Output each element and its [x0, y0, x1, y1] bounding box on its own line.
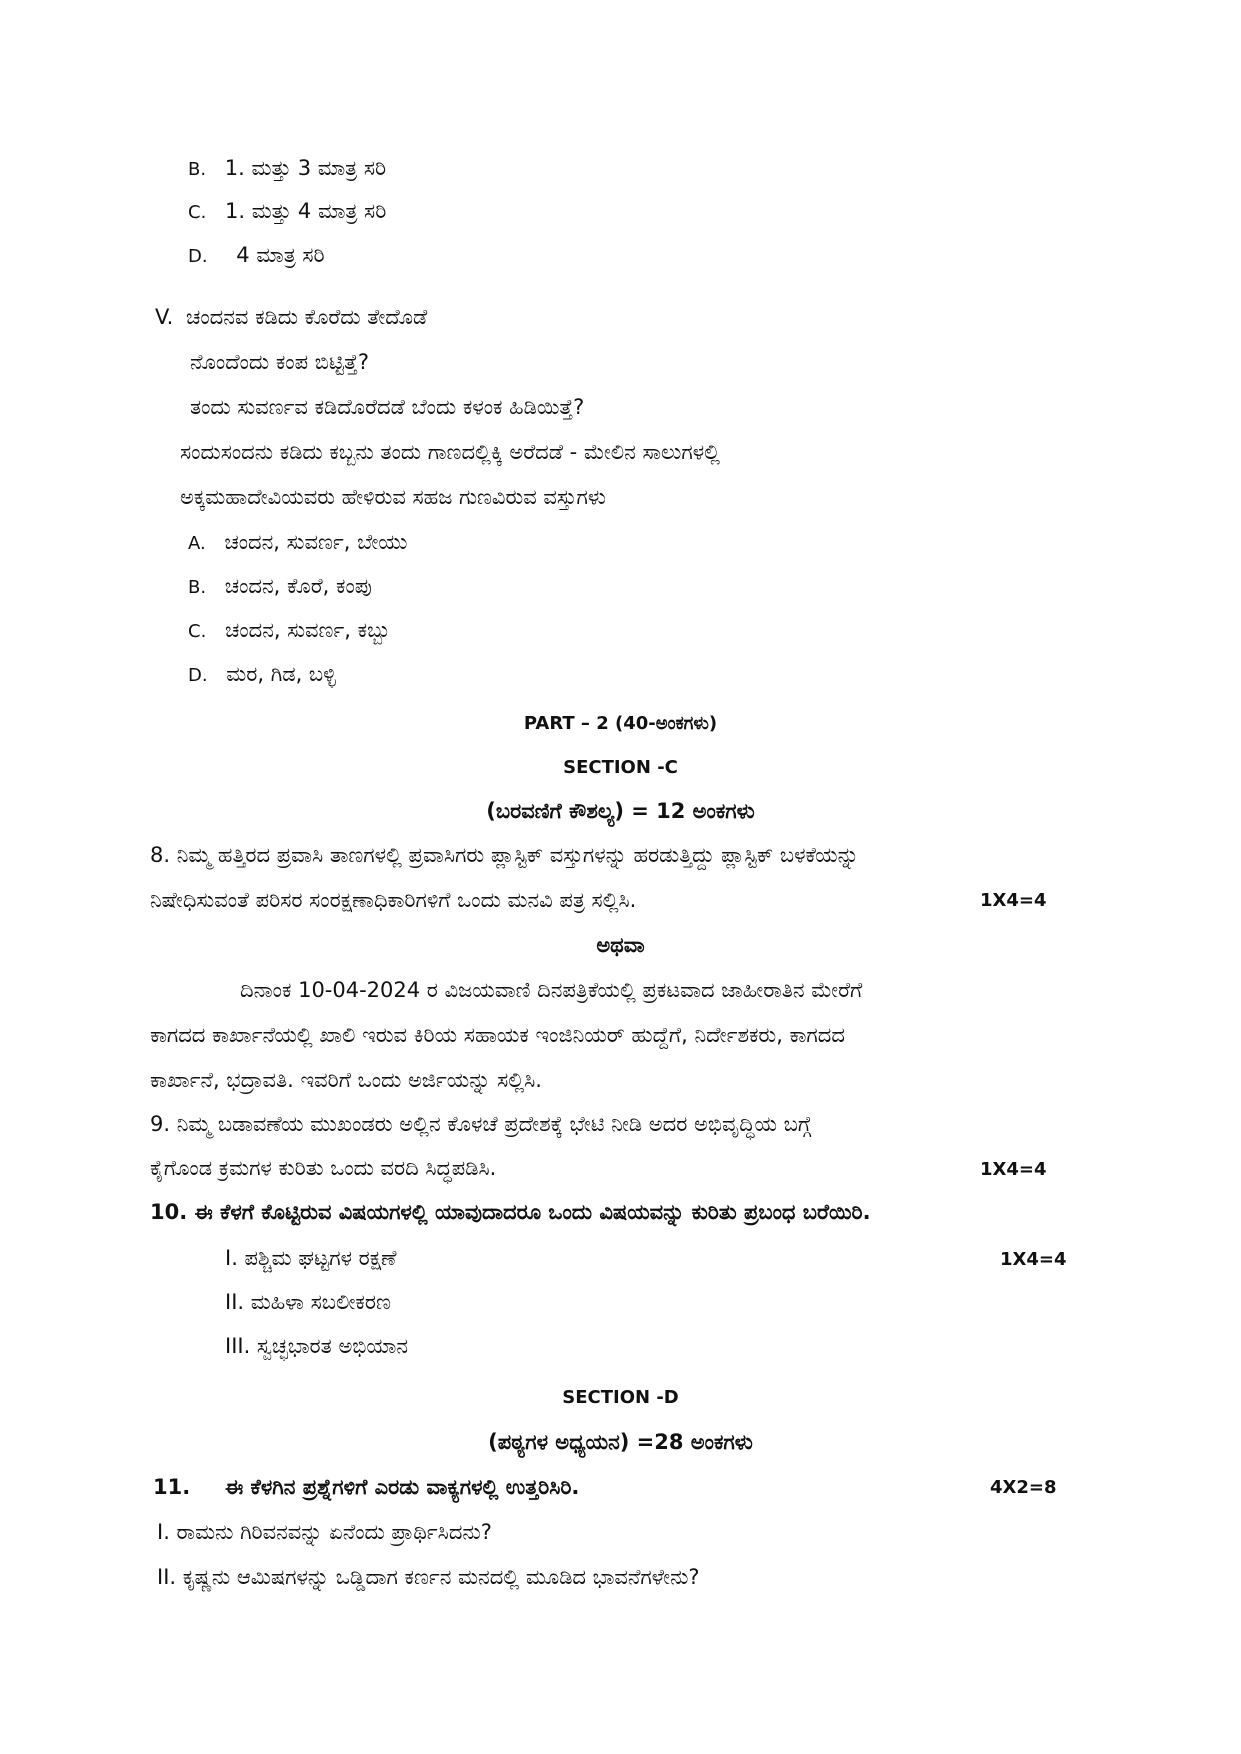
- option-b: [188, 154, 386, 184]
- option-label: B.: [188, 577, 207, 598]
- question-8-line-1: 8. ನಿಮ್ಮ ಹತ್ತಿರದ ಪ್ರವಾಸಿ ತಾಣಗಳಲ್ಲಿ ಪ್ರವಾಸಿಗರು ಪ್ಲಾಸ್ಟಿಕ್ ವಸ್ತುಗಳನ್ನು ಹರಡುತ್ತಿದ್ದು ಪ್ಲಾಸ್ಟಿಕ್ ಬಳಕೆಯನ್ನು: [150, 843, 859, 867]
- question-8-marks: 1X4=4: [980, 890, 1047, 911]
- option-label: D.: [188, 665, 208, 686]
- option-label: B.: [188, 159, 207, 180]
- part-2-title: PART – 2 (40-ಅಂಕಗಳು): [523, 713, 718, 734]
- option-label: C.: [188, 621, 207, 642]
- question-8-alt-line-2: ಕಾಗದದ ಕಾರ್ಖಾನೆಯಲ್ಲಿ ಖಾಲಿ ಇರುವ ಕಿರಿಯ ಸಹಾಯಕ ಇಂಜಿನಿಯರ್ ಹುದ್ದೆಗೆ, ನಿರ್ದೇಶಕರು, ಕಾಗದದ: [150, 1023, 845, 1047]
- option-text: ಚಂದನ, ಸುವರ್ಣ, ಬೇಯು: [224, 530, 408, 554]
- question-5-line-4: ಸಂದುಸಂದನು ಕಡಿದು ಕಬ್ಬನು ತಂದು ಗಾಣದಲ್ಲಿಕ್ಕಿ ಅರೆದಡೆ - ಮೇಲಿನ ಸಾಲುಗಳಲ್ಲಿ: [180, 440, 720, 464]
- question-number: V.: [155, 305, 174, 329]
- option-label: D.: [188, 246, 208, 267]
- option-b: [188, 572, 372, 602]
- question-8-line-2: ನಿಷೇಧಿಸುವಂತೆ ಪರಿಸರ ಸಂರಕ್ಷಣಾಧಿಕಾರಿಗಳಿಗೆ ಒಂದು ಮನವಿ ಪತ್ರ ಸಲ್ಲಿಸಿ.: [150, 888, 637, 912]
- section-d-subtitle: (ಪಠ್ಯಗಳ ಅಧ್ಯಯನ) =28 ಅಂಕಗಳು: [488, 1430, 753, 1454]
- option-text: 1. ಮತ್ತು 3 ಮಾತ್ರ ಸರಿ: [224, 156, 387, 180]
- option-text: ಚಂದನ, ಕೊರೆ, ಕಂಪು: [224, 574, 372, 598]
- essay-topic-2: II. ಮಹಿಳಾ ಸಬಲೀಕರಣ: [225, 1290, 391, 1314]
- question-11-marks: 4X2=8: [990, 1477, 1057, 1498]
- question-10: 10. ಈ ಕೆಳಗೆ ಕೊಟ್ಟಿರುವ ವಿಷಯಗಳಲ್ಲಿ ಯಾವುದಾದರೂ ಒಂದು ವಿಷಯವನ್ನು ಕುರಿತು ಪ್ರಬಂಧ ಬರೆಯಿರಿ.: [150, 1200, 871, 1224]
- option-c: [188, 616, 390, 646]
- essay-topic-3: III. ಸ್ವಚ್ಛಭಾರತ ಅಭಿಯಾನ: [225, 1334, 409, 1358]
- question-5-line-2: ನೊಂದೆಂದು ಕಂಪ ಬಿಟ್ಟಿತ್ತೆ?: [190, 350, 369, 374]
- option-c: [188, 197, 386, 227]
- essay-topic-1: I. ಪಶ್ಚಿಮ ಘಟ್ಟಗಳ ರಕ್ಷಣೆ: [225, 1246, 397, 1270]
- section-c-title: SECTION -C: [563, 757, 678, 778]
- option-text: ಚಂದನ, ಸುವರ್ಣ, ಕಬ್ಬು: [224, 618, 391, 642]
- option-d: [188, 241, 325, 271]
- option-text: 4 ಮಾತ್ರ ಸರಿ: [236, 243, 325, 267]
- question-11-number: 11.: [153, 1475, 191, 1499]
- or-divider: ಅಥವಾ: [596, 933, 645, 957]
- question-5-line-5: ಅಕ್ಕಮಹಾದೇವಿಯವರು ಹೇಳಿರುವ ಸಹಜ ಗುಣವಿರುವ ವಸ್ತುಗಳು: [180, 485, 606, 509]
- question-9-line-2: ಕೈಗೊಂಡ ಕ್ರಮಗಳ ಕುರಿತು ಒಂದು ವರದಿ ಸಿದ್ಧಪಡಿಸಿ.: [150, 1156, 497, 1180]
- question-9-line-1: 9. ನಿಮ್ಮ ಬಡಾವಣೆಯ ಮುಖಂಡರು ಅಲ್ಲಿನ ಕೊಳಚೆ ಪ್ರದೇಶಕ್ಕೆ ಭೇಟಿ ನೀಡಿ ಅದರ ಅಭಿವೃದ್ಧಿಯ ಬಗ್ಗೆ: [150, 1112, 812, 1136]
- section-c-subtitle: (ಬರವಣಿಗೆ ಕೌಶಲ್ಯ) = 12 ಅಂಕಗಳು: [486, 799, 755, 823]
- option-text: 1. ಮತ್ತು 4 ಮಾತ್ರ ಸರಿ: [224, 199, 387, 223]
- question-8-alt-line-1: ದಿನಾಂಕ 10-04-2024 ರ ವಿಜಯವಾಣಿ ದಿನಪತ್ರಿಕೆಯಲ್ಲಿ ಪ್ರಕಟವಾದ ಜಾಹೀರಾತಿನ ಮೇರೆಗೆ: [240, 978, 863, 1002]
- question-5-line-1: V. ಚಂದನವ ಕಡಿದು ಕೊರೆದು ತೇದೊಡೆ: [155, 305, 428, 329]
- question-8-alt-line-3: ಕಾರ್ಖಾನೆ, ಭದ್ರಾವತಿ. ಇವರಿಗೆ ಒಂದು ಅರ್ಜಿಯನ್ನು ಸಲ್ಲಿಸಿ.: [150, 1068, 542, 1092]
- question-9-marks: 1X4=4: [980, 1159, 1047, 1180]
- section-d-title: SECTION -D: [562, 1387, 679, 1408]
- option-a: [188, 528, 407, 558]
- option-label: A.: [188, 533, 206, 554]
- option-text: ಮರ, ಗಿಡ, ಬಳ್ಳಿ: [226, 662, 336, 686]
- option-label: C.: [188, 202, 207, 223]
- question-10-marks: 1X4=4: [1000, 1249, 1067, 1270]
- question-11-item-1: I. ರಾಮನು ಗಿರಿವನವನ್ನು ಏನೆಂದು ಪ್ರಾರ್ಥಿಸಿದನು?: [157, 1520, 492, 1544]
- question-5-line-3: ತಂದು ಸುವರ್ಣವ ಕಡಿದೊರೆದಡೆ ಬೆಂದು ಕಳಂಕ ಹಿಡಿಯಿತ್ತೆ?: [190, 395, 585, 419]
- question-11-text: ಈ ಕೆಳಗಿನ ಪ್ರಶ್ನೆಗಳಿಗೆ ಎರಡು ವಾಕ್ಯಗಳಲ್ಲಿ ಉತ್ತರಿಸಿರಿ.: [225, 1475, 580, 1499]
- question-11-item-2: II. ಕೃಷ್ಣನು ಆಮಿಷಗಳನ್ನು ಒಡ್ಡಿದಾಗ ಕರ್ಣನ ಮನದಲ್ಲಿ ಮೂಡಿದ ಭಾವನೆಗಳೇನು?: [157, 1565, 700, 1589]
- option-d: [188, 660, 336, 690]
